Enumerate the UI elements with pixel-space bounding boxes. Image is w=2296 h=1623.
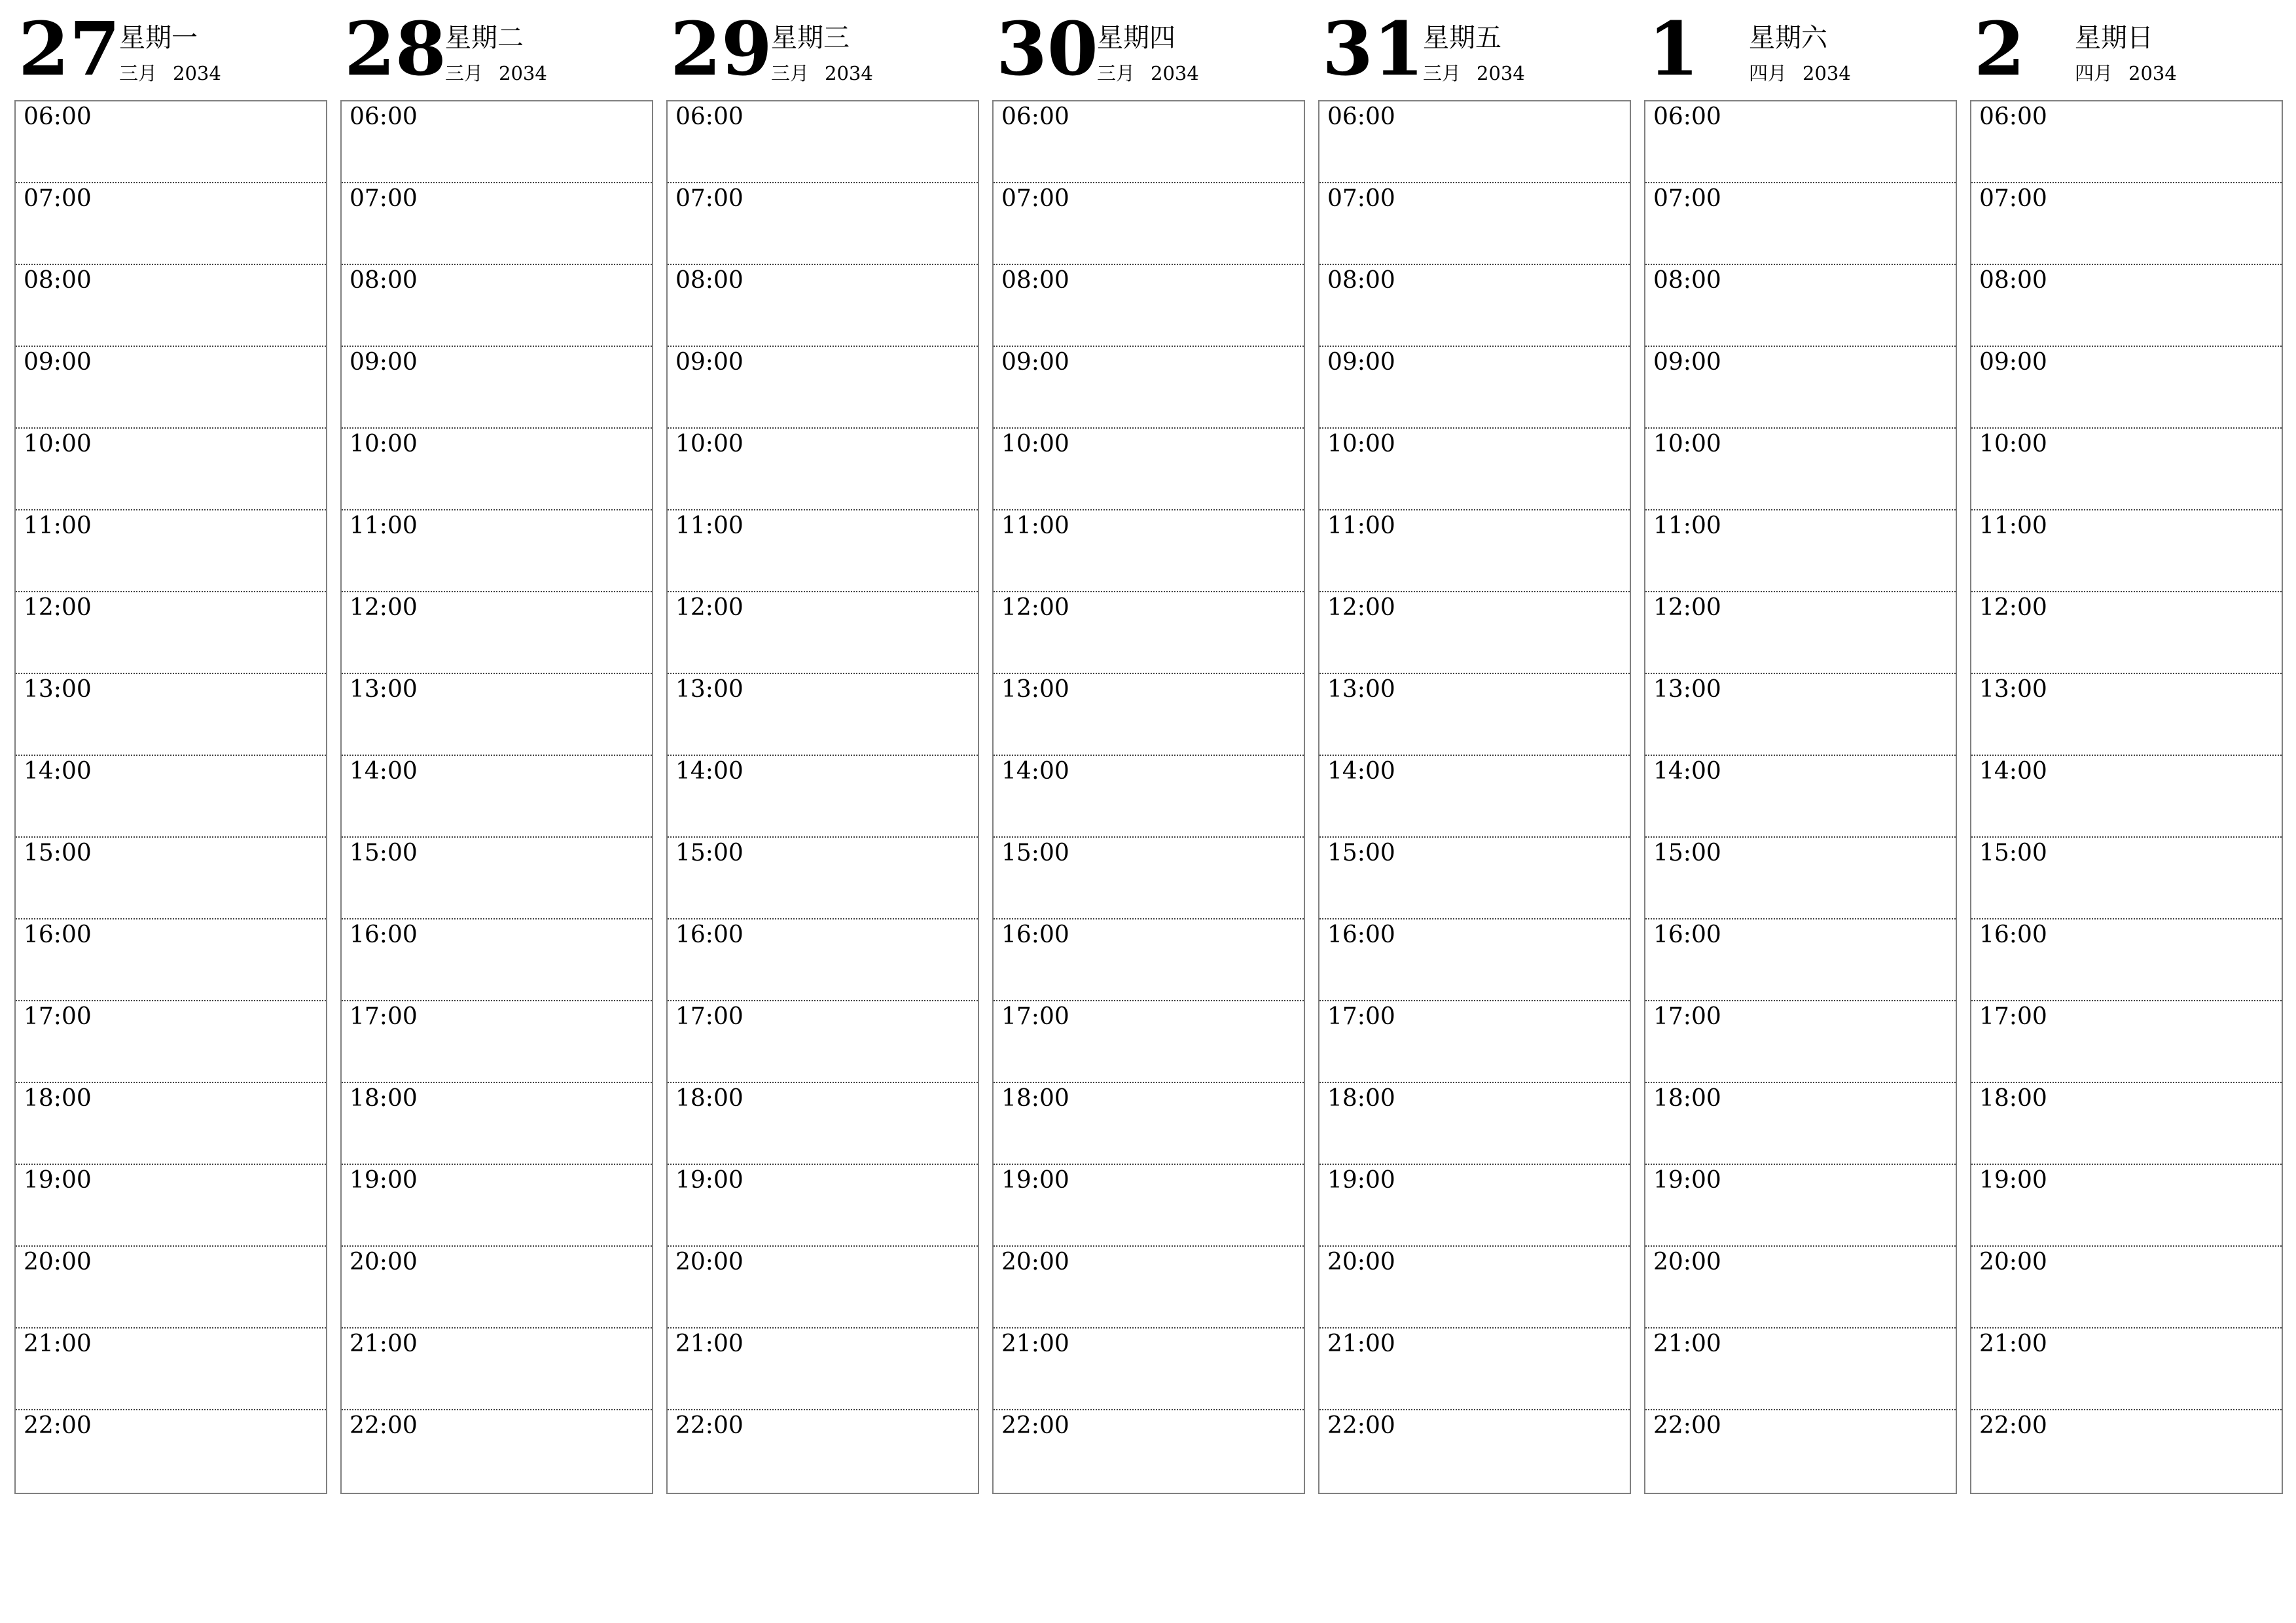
hour-label: 10:00 xyxy=(675,431,744,457)
day-column xyxy=(340,0,653,1505)
hour-label: 08:00 xyxy=(1979,267,2047,294)
hour-label: 06:00 xyxy=(1979,103,2047,130)
month-label: 三月 xyxy=(1423,62,1462,84)
hour-label: 15:00 xyxy=(350,840,418,866)
hour-slot xyxy=(16,183,326,265)
hour-slot xyxy=(342,347,652,429)
hour-label: 14:00 xyxy=(675,758,744,785)
hour-slots xyxy=(14,100,327,1494)
hour-slot xyxy=(1319,1083,1630,1165)
day-column xyxy=(992,0,1305,1505)
hour-slot xyxy=(16,756,326,838)
weekday-label: 星期三 xyxy=(771,23,850,53)
day-header xyxy=(1970,0,2283,98)
day-number: 29 xyxy=(670,7,772,92)
hour-label: 18:00 xyxy=(1653,1085,1721,1112)
hour-label: 18:00 xyxy=(1979,1085,2047,1112)
hour-label: 07:00 xyxy=(1979,185,2047,212)
hour-slot xyxy=(342,1083,652,1165)
hour-label: 13:00 xyxy=(675,676,744,703)
hour-slots xyxy=(992,100,1305,1494)
hour-slot xyxy=(1971,674,2282,756)
hour-slot xyxy=(342,1329,652,1410)
hour-label: 19:00 xyxy=(1979,1167,2047,1194)
hour-label: 19:00 xyxy=(24,1167,92,1194)
hour-slot xyxy=(16,838,326,919)
hour-slot xyxy=(1645,510,1956,592)
hour-slot xyxy=(1971,756,2282,838)
hour-label: 22:00 xyxy=(1327,1412,1395,1439)
hour-slot xyxy=(668,101,978,183)
month-year-label xyxy=(2075,64,2193,83)
hour-label: 21:00 xyxy=(675,1330,744,1357)
hour-slot xyxy=(994,592,1304,674)
month-year-label xyxy=(1097,64,1215,83)
hour-label: 08:00 xyxy=(350,267,418,294)
hour-label: 19:00 xyxy=(1001,1167,1069,1194)
weekday-label: 星期五 xyxy=(1423,23,1501,53)
hour-slot xyxy=(668,183,978,265)
hour-slot xyxy=(1645,919,1956,1001)
hour-label: 11:00 xyxy=(675,512,744,539)
hour-slot xyxy=(994,101,1304,183)
hour-label: 14:00 xyxy=(350,758,418,785)
hour-label: 13:00 xyxy=(1327,676,1395,703)
hour-slot xyxy=(1645,183,1956,265)
hour-label: 06:00 xyxy=(1653,103,1721,130)
hour-slot xyxy=(1971,183,2282,265)
hour-label: 18:00 xyxy=(24,1085,92,1112)
hour-label: 11:00 xyxy=(1327,512,1395,539)
hour-slot xyxy=(342,183,652,265)
hour-slots xyxy=(1318,100,1631,1494)
hour-label: 06:00 xyxy=(1001,103,1069,130)
year-label: 2034 xyxy=(1477,62,1525,84)
hour-label: 19:00 xyxy=(1653,1167,1721,1194)
hour-slot xyxy=(994,347,1304,429)
hour-slot xyxy=(668,1165,978,1247)
hour-slot xyxy=(16,919,326,1001)
hour-slot xyxy=(1319,919,1630,1001)
hour-slot xyxy=(342,510,652,592)
hour-label: 19:00 xyxy=(1327,1167,1395,1194)
hour-label: 09:00 xyxy=(1327,349,1395,376)
hour-label: 18:00 xyxy=(350,1085,418,1112)
hour-slot xyxy=(668,756,978,838)
hour-label: 15:00 xyxy=(1653,840,1721,866)
hour-label: 10:00 xyxy=(1001,431,1069,457)
hour-slot xyxy=(16,101,326,183)
hour-slot xyxy=(1645,1410,1956,1492)
hour-slot xyxy=(1645,1329,1956,1410)
hour-slot xyxy=(668,347,978,429)
hour-slot xyxy=(1319,838,1630,919)
hour-label: 17:00 xyxy=(1001,1003,1069,1030)
day-column xyxy=(666,0,979,1505)
year-label: 2034 xyxy=(499,62,547,84)
hour-label: 18:00 xyxy=(675,1085,744,1112)
hour-slot xyxy=(668,919,978,1001)
hour-slot xyxy=(342,1001,652,1083)
hour-slots xyxy=(1644,100,1957,1494)
hour-slot xyxy=(342,1165,652,1247)
hour-slot xyxy=(994,838,1304,919)
hour-label: 07:00 xyxy=(1327,185,1395,212)
hour-label: 11:00 xyxy=(1979,512,2047,539)
hour-slot xyxy=(1971,429,2282,510)
hour-slot xyxy=(342,674,652,756)
day-header xyxy=(666,0,979,98)
hour-label: 20:00 xyxy=(24,1249,92,1275)
month-label: 四月 xyxy=(2075,62,2113,84)
hour-slot xyxy=(994,919,1304,1001)
day-column xyxy=(1644,0,1957,1505)
hour-label: 13:00 xyxy=(350,676,418,703)
hour-label: 16:00 xyxy=(1653,921,1721,948)
hour-label: 11:00 xyxy=(1653,512,1721,539)
hour-label: 20:00 xyxy=(350,1249,418,1275)
hour-slot xyxy=(1971,1083,2282,1165)
hour-label: 13:00 xyxy=(24,676,92,703)
hour-label: 19:00 xyxy=(675,1167,744,1194)
hour-slot xyxy=(16,1165,326,1247)
hour-slot xyxy=(1971,1329,2282,1410)
hour-label: 14:00 xyxy=(1979,758,2047,785)
hour-label: 06:00 xyxy=(24,103,92,130)
hour-label: 12:00 xyxy=(1979,594,2047,621)
hour-slot xyxy=(668,265,978,347)
hour-label: 11:00 xyxy=(24,512,92,539)
hour-label: 12:00 xyxy=(675,594,744,621)
hour-slot xyxy=(1319,1329,1630,1410)
hour-slots xyxy=(1970,100,2283,1494)
hour-slot xyxy=(1971,1001,2282,1083)
day-number: 30 xyxy=(996,7,1098,92)
hour-label: 22:00 xyxy=(675,1412,744,1439)
hour-slot xyxy=(1645,101,1956,183)
hour-slot xyxy=(16,1083,326,1165)
day-column xyxy=(14,0,327,1505)
hour-slot xyxy=(16,674,326,756)
hour-slot xyxy=(1645,1083,1956,1165)
day-header xyxy=(1318,0,1631,98)
hour-slot xyxy=(994,756,1304,838)
hour-label: 18:00 xyxy=(1001,1085,1069,1112)
hour-label: 19:00 xyxy=(350,1167,418,1194)
hour-slot xyxy=(1971,1410,2282,1492)
hour-label: 15:00 xyxy=(24,840,92,866)
hour-label: 16:00 xyxy=(1001,921,1069,948)
hour-slot xyxy=(994,1083,1304,1165)
hour-label: 09:00 xyxy=(1653,349,1721,376)
hour-slot xyxy=(1645,265,1956,347)
weekday-label: 星期日 xyxy=(2075,23,2153,53)
hour-slot xyxy=(342,429,652,510)
hour-label: 15:00 xyxy=(1979,840,2047,866)
hour-label: 21:00 xyxy=(1327,1330,1395,1357)
hour-slot xyxy=(16,510,326,592)
day-number: 27 xyxy=(18,7,120,92)
hour-slot xyxy=(16,265,326,347)
hour-slot xyxy=(1319,510,1630,592)
hour-label: 20:00 xyxy=(1327,1249,1395,1275)
hour-slot xyxy=(668,838,978,919)
hour-label: 07:00 xyxy=(675,185,744,212)
hour-label: 06:00 xyxy=(675,103,744,130)
hour-label: 14:00 xyxy=(24,758,92,785)
hour-label: 22:00 xyxy=(24,1412,92,1439)
hour-label: 15:00 xyxy=(1001,840,1069,866)
hour-slot xyxy=(1319,183,1630,265)
hour-slot xyxy=(1645,674,1956,756)
hour-label: 09:00 xyxy=(24,349,92,376)
year-label: 2034 xyxy=(1803,62,1851,84)
hour-label: 14:00 xyxy=(1653,758,1721,785)
hour-slot xyxy=(1971,838,2282,919)
hour-slot xyxy=(994,183,1304,265)
weekday-label: 星期四 xyxy=(1097,23,1175,53)
day-header xyxy=(340,0,653,98)
hour-slot xyxy=(1319,1247,1630,1329)
hour-slot xyxy=(1319,1165,1630,1247)
hour-label: 22:00 xyxy=(350,1412,418,1439)
hour-slot xyxy=(1645,592,1956,674)
hour-slot xyxy=(342,756,652,838)
hour-slot xyxy=(1971,101,2282,183)
hour-label: 14:00 xyxy=(1327,758,1395,785)
hour-slot xyxy=(342,919,652,1001)
hour-label: 08:00 xyxy=(1327,267,1395,294)
hour-label: 20:00 xyxy=(1653,1249,1721,1275)
hour-label: 18:00 xyxy=(1327,1085,1395,1112)
hour-label: 08:00 xyxy=(1001,267,1069,294)
hour-label: 07:00 xyxy=(1653,185,1721,212)
hour-label: 16:00 xyxy=(675,921,744,948)
weekday-label: 星期六 xyxy=(1749,23,1827,53)
hour-label: 20:00 xyxy=(675,1249,744,1275)
hour-label: 16:00 xyxy=(1979,921,2047,948)
hour-label: 16:00 xyxy=(350,921,418,948)
hour-label: 17:00 xyxy=(350,1003,418,1030)
hour-slot xyxy=(16,429,326,510)
month-year-label xyxy=(119,64,237,83)
hour-slot xyxy=(668,1329,978,1410)
hour-label: 21:00 xyxy=(1979,1330,2047,1357)
hour-slot xyxy=(1645,1247,1956,1329)
hour-label: 16:00 xyxy=(24,921,92,948)
hour-label: 10:00 xyxy=(1327,431,1395,457)
hour-label: 09:00 xyxy=(1001,349,1069,376)
hour-slot xyxy=(342,592,652,674)
month-year-label xyxy=(771,64,889,83)
hour-label: 22:00 xyxy=(1653,1412,1721,1439)
hour-label: 17:00 xyxy=(1653,1003,1721,1030)
hour-label: 15:00 xyxy=(675,840,744,866)
hour-slot xyxy=(1645,429,1956,510)
month-label: 三月 xyxy=(771,62,810,84)
hour-label: 10:00 xyxy=(1979,431,2047,457)
hour-label: 08:00 xyxy=(1653,267,1721,294)
hour-slot xyxy=(1645,1165,1956,1247)
year-label: 2034 xyxy=(1151,62,1199,84)
day-column xyxy=(1970,0,2283,1505)
hour-slot xyxy=(994,674,1304,756)
hour-slot xyxy=(1319,347,1630,429)
hour-slot xyxy=(1645,838,1956,919)
month-label: 三月 xyxy=(445,62,484,84)
month-label: 三月 xyxy=(119,62,158,84)
hour-slot xyxy=(994,1247,1304,1329)
hour-slot xyxy=(16,1410,326,1492)
hour-label: 08:00 xyxy=(675,267,744,294)
hour-slot xyxy=(1319,756,1630,838)
month-year-label xyxy=(1423,64,1541,83)
year-label: 2034 xyxy=(2128,62,2177,84)
hour-slot xyxy=(1319,674,1630,756)
day-column xyxy=(1318,0,1631,1505)
hour-label: 16:00 xyxy=(1327,921,1395,948)
weekday-label: 星期一 xyxy=(119,23,198,53)
hour-label: 17:00 xyxy=(1327,1003,1395,1030)
hour-label: 20:00 xyxy=(1979,1249,2047,1275)
hour-slot xyxy=(16,592,326,674)
hour-slot xyxy=(668,1247,978,1329)
hour-label: 12:00 xyxy=(350,594,418,621)
hour-slot xyxy=(342,838,652,919)
hour-slot xyxy=(1319,1410,1630,1492)
hour-slots xyxy=(666,100,979,1494)
hour-label: 17:00 xyxy=(1979,1003,2047,1030)
hour-label: 21:00 xyxy=(24,1330,92,1357)
day-number: 2 xyxy=(1974,7,2025,92)
hour-label: 12:00 xyxy=(1327,594,1395,621)
hour-label: 21:00 xyxy=(350,1330,418,1357)
hour-slot xyxy=(668,510,978,592)
hour-label: 10:00 xyxy=(24,431,92,457)
hour-label: 08:00 xyxy=(24,267,92,294)
hour-slot xyxy=(1971,919,2282,1001)
hour-label: 20:00 xyxy=(1001,1249,1069,1275)
year-label: 2034 xyxy=(173,62,221,84)
hour-label: 07:00 xyxy=(24,185,92,212)
hour-slot xyxy=(1971,592,2282,674)
day-header xyxy=(1644,0,1957,98)
hour-label: 22:00 xyxy=(1001,1412,1069,1439)
hour-slot xyxy=(994,1329,1304,1410)
hour-slot xyxy=(668,674,978,756)
day-number: 28 xyxy=(344,7,446,92)
hour-label: 10:00 xyxy=(1653,431,1721,457)
hour-label: 12:00 xyxy=(1001,594,1069,621)
year-label: 2034 xyxy=(825,62,873,84)
hour-slot xyxy=(1971,510,2282,592)
hour-label: 06:00 xyxy=(1327,103,1395,130)
hour-label: 11:00 xyxy=(1001,512,1069,539)
hour-label: 15:00 xyxy=(1327,840,1395,866)
hour-slot xyxy=(668,592,978,674)
hour-label: 07:00 xyxy=(1001,185,1069,212)
weekday-label: 星期二 xyxy=(445,23,524,53)
hour-slot xyxy=(16,347,326,429)
hour-slot xyxy=(1971,1247,2282,1329)
hour-slots xyxy=(340,100,653,1494)
hour-label: 17:00 xyxy=(24,1003,92,1030)
hour-slot xyxy=(16,1329,326,1410)
hour-slot xyxy=(342,1410,652,1492)
hour-slot xyxy=(16,1001,326,1083)
hour-slot xyxy=(668,1083,978,1165)
hour-label: 13:00 xyxy=(1653,676,1721,703)
hour-slot xyxy=(1645,347,1956,429)
day-number: 1 xyxy=(1648,7,1699,92)
hour-slot xyxy=(342,1247,652,1329)
hour-label: 12:00 xyxy=(1653,594,1721,621)
hour-label: 11:00 xyxy=(350,512,418,539)
hour-slot xyxy=(1971,265,2282,347)
hour-slot xyxy=(994,1410,1304,1492)
hour-slot xyxy=(1319,592,1630,674)
month-label: 三月 xyxy=(1097,62,1136,84)
hour-slot xyxy=(1319,265,1630,347)
hour-label: 09:00 xyxy=(350,349,418,376)
hour-label: 13:00 xyxy=(1979,676,2047,703)
hour-slot xyxy=(668,429,978,510)
hour-slot xyxy=(1319,101,1630,183)
hour-slot xyxy=(342,265,652,347)
hour-slot xyxy=(994,265,1304,347)
day-header xyxy=(14,0,327,98)
hour-label: 09:00 xyxy=(675,349,744,376)
hour-label: 06:00 xyxy=(350,103,418,130)
month-label: 四月 xyxy=(1749,62,1787,84)
hour-label: 07:00 xyxy=(350,185,418,212)
month-year-label xyxy=(1749,64,1867,83)
hour-slot xyxy=(1645,1001,1956,1083)
day-number: 31 xyxy=(1322,7,1424,92)
day-header xyxy=(992,0,1305,98)
hour-slot xyxy=(994,510,1304,592)
hour-slot xyxy=(1319,429,1630,510)
hour-slot xyxy=(668,1001,978,1083)
hour-label: 17:00 xyxy=(675,1003,744,1030)
hour-slot xyxy=(1971,347,2282,429)
hour-label: 21:00 xyxy=(1001,1330,1069,1357)
hour-label: 14:00 xyxy=(1001,758,1069,785)
hour-slot xyxy=(668,1410,978,1492)
hour-slot xyxy=(1319,1001,1630,1083)
hour-slot xyxy=(1645,756,1956,838)
month-year-label xyxy=(445,64,563,83)
hour-label: 10:00 xyxy=(350,431,418,457)
hour-slot xyxy=(1971,1165,2282,1247)
hour-slot xyxy=(994,1001,1304,1083)
hour-label: 13:00 xyxy=(1001,676,1069,703)
hour-label: 21:00 xyxy=(1653,1330,1721,1357)
hour-label: 09:00 xyxy=(1979,349,2047,376)
hour-label: 12:00 xyxy=(24,594,92,621)
hour-slot xyxy=(994,429,1304,510)
hour-slot xyxy=(342,101,652,183)
hour-slot xyxy=(16,1247,326,1329)
hour-slot xyxy=(994,1165,1304,1247)
hour-label: 22:00 xyxy=(1979,1412,2047,1439)
